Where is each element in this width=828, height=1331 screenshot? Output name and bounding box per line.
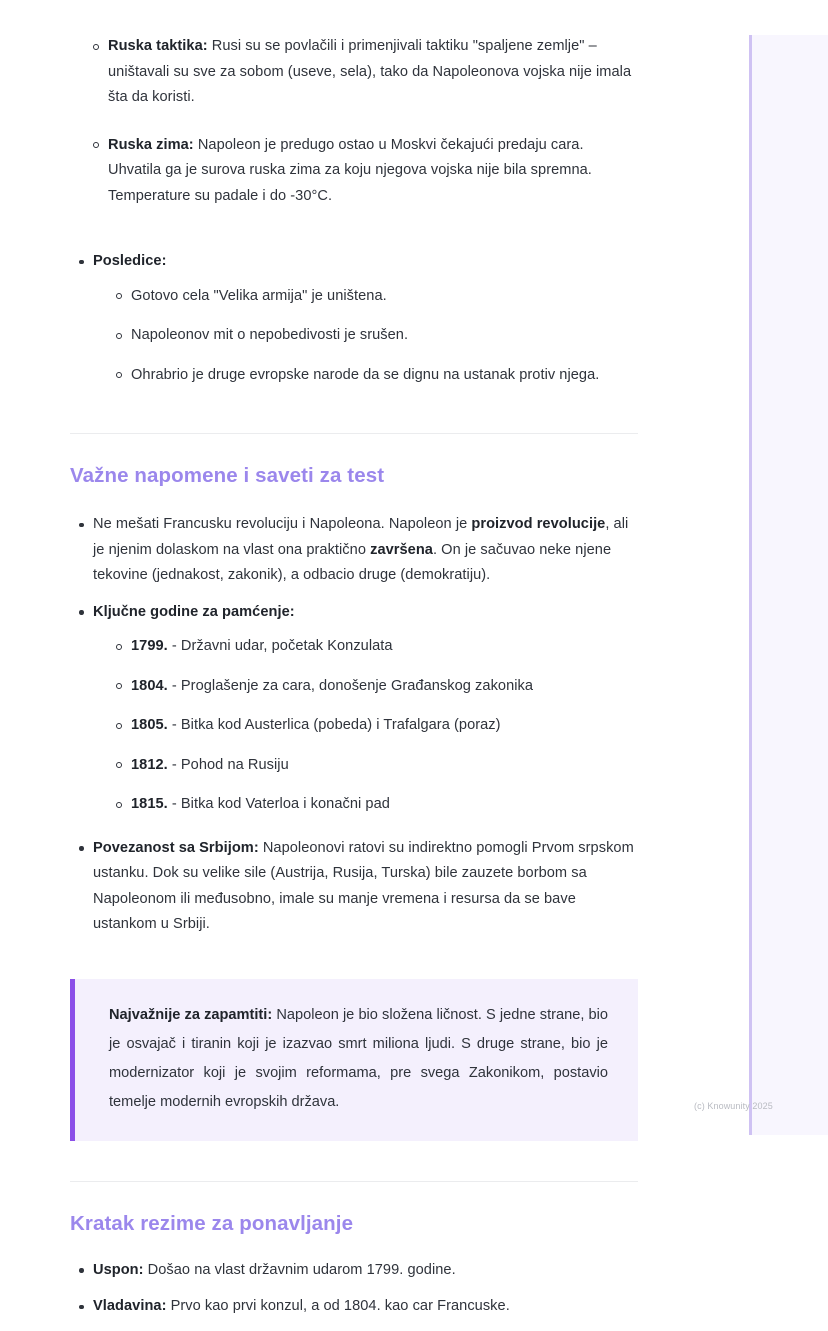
serbia-lead: Povezanost sa Srbijom: bbox=[93, 839, 259, 856]
list-item bbox=[107, 792, 638, 818]
list-item-text: Napoleon je predugo ostao u Moskvi čekajući predaju cara. Uhvatila ga je surova ruska zima za koju njegova vojska nije bila spremna. Temperature su padale i do -30°C. bbox=[108, 136, 592, 204]
list-item bbox=[107, 674, 638, 700]
list-item bbox=[70, 1258, 638, 1284]
intro-part1: Ne mešati Francusku revoluciju i Napoleona. Napoleon je bbox=[93, 516, 472, 532]
summary-lead: Uspon: bbox=[93, 1261, 144, 1278]
list-item bbox=[84, 34, 638, 111]
callout-text: Napoleon je bio složena ličnost. S jedne strane, bio je osvajač i tiranin koji je izazvao smrt miliona ljudi. S druge strane, bio je modernizator koji je svojim reformama, pre svega Zakonikom, postavio temelje modernih evropskih država. bbox=[109, 1006, 608, 1110]
consequences-lead: Posledice: bbox=[93, 253, 167, 269]
intro-bold1: proizvod revolucije bbox=[471, 516, 606, 532]
year-text: - Državni udar, početak Konzulata bbox=[167, 638, 393, 654]
key-years-lead: Ključne godine za pamćenje: bbox=[93, 603, 295, 620]
list-item bbox=[70, 512, 638, 589]
list-item bbox=[84, 133, 638, 210]
intro-part2: , ali je njenim dolaskom na vlast ona praktično bbox=[93, 516, 629, 558]
intro-bold2: završena bbox=[370, 541, 433, 558]
list-item bbox=[107, 753, 638, 779]
list-item-text: Rusi su se povlačili i primenjivali taktiku "spaljene zemlje" – uništavali su sve za sobom (useve, sela), tako da Napoleonova vojska nije imala šta da koristi. bbox=[108, 38, 632, 105]
list-item bbox=[70, 249, 638, 388]
list-item: Ohrabrio je druge evropske narode da se dignu na ustanak protiv njega. bbox=[107, 363, 638, 389]
key-years-list bbox=[107, 634, 638, 818]
russia-campaign-list bbox=[84, 34, 638, 209]
list-item bbox=[70, 600, 638, 818]
right-side-panel bbox=[749, 35, 828, 1135]
consequences-list bbox=[70, 249, 638, 388]
list-item-lead: Ruska taktika: bbox=[108, 38, 208, 54]
year-label: 1815. bbox=[131, 796, 168, 812]
list-item bbox=[70, 836, 638, 938]
callout-paragraph bbox=[109, 1001, 608, 1117]
list-item bbox=[70, 1294, 638, 1320]
year-text: - Proglašenje za cara, donošenje Građanskog zakonika bbox=[167, 677, 534, 694]
year-text: - Pohod na Rusiju bbox=[167, 756, 289, 773]
consequences-sublist bbox=[107, 284, 638, 389]
serbia-text: Napoleonovi ratovi su indirektno pomogli Prvom srpskom ustanku. Dok su velike sile (Austrija, Rusija, Turska) bile zauzete borbom sa Napoleonom ili međusobno, imale su manje vremena i resursa da se bave ustankom u Srbiji. bbox=[93, 839, 634, 932]
notes-list bbox=[70, 512, 638, 938]
key-takeaway-callout bbox=[70, 979, 638, 1141]
year-label: 1812. bbox=[131, 756, 168, 773]
list-item bbox=[107, 634, 638, 660]
year-label: 1799. bbox=[131, 638, 168, 654]
right-side-accent-line bbox=[749, 35, 752, 1135]
list-item bbox=[107, 713, 638, 739]
year-label: 1804. bbox=[131, 677, 168, 694]
list-item: Napoleonov mit o nepobedivosti je srušen. bbox=[107, 323, 638, 349]
summary-lead: Vladavina: bbox=[93, 1298, 167, 1314]
summary-text: Došao na vlast državnim udarom 1799. godine. bbox=[143, 1261, 456, 1278]
list-item-lead: Ruska zima: bbox=[108, 136, 194, 153]
list-item: Gotovo cela "Velika armija" je uništena. bbox=[107, 284, 638, 310]
summary-text: Prvo kao prvi konzul, a od 1804. kao car Francuske. bbox=[166, 1298, 510, 1314]
page-title-summary: Kratak rezime za ponavljanje bbox=[70, 1211, 354, 1235]
page-title-notes: Važne napomene i saveti za test bbox=[70, 464, 385, 487]
year-label: 1805. bbox=[131, 717, 168, 733]
year-text: - Bitka kod Austerlica (pobeda) i Trafalgara (poraz) bbox=[167, 717, 501, 733]
callout-lead: Najvažnije za zapamtiti: bbox=[109, 1006, 273, 1023]
summary-list bbox=[70, 1258, 638, 1320]
copyright-watermark: (c) Knowunity 2025 bbox=[694, 1101, 773, 1111]
year-text: - Bitka kod Vaterloa i konačni pad bbox=[167, 796, 390, 812]
document-content bbox=[70, 0, 638, 1331]
russia-campaign-fragment bbox=[70, 0, 638, 209]
intro-part3: . On je sačuvao neke njene tekovine (jednakost, zakonik), a odbacio druge (demokratiju). bbox=[93, 541, 612, 583]
